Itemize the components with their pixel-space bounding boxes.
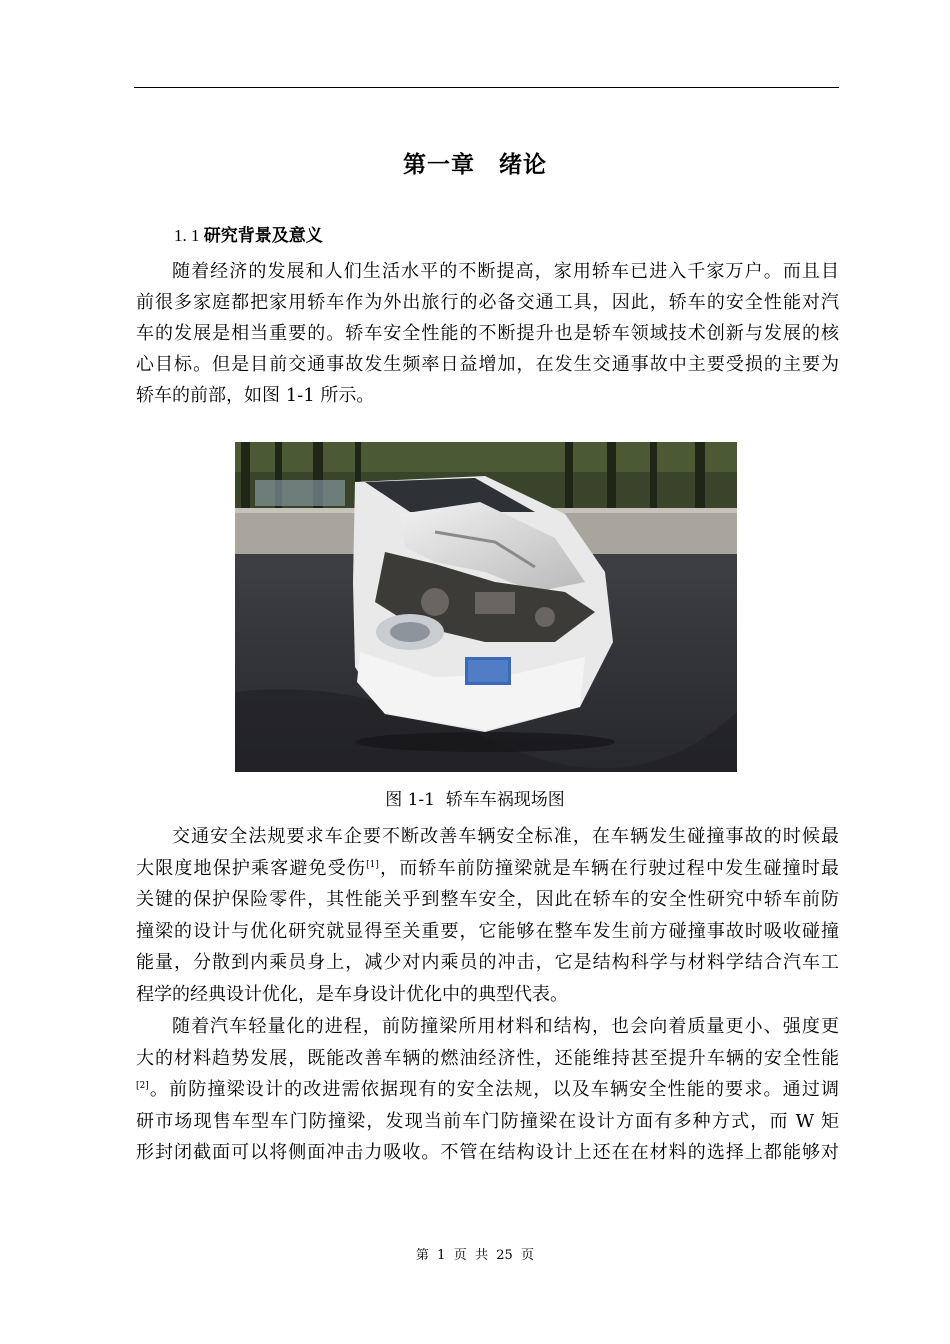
section-title: 研究背景及意义 [203,226,323,246]
text-line: 随着汽车轻量化的进程，前防撞梁所用材料和结构，也会向着质量更小、强度更 [172,1016,839,1037]
text-line: 车的发展是相当重要的。轿车安全性能的不断提升也是轿车领域技术创新与发展的核 [136,323,839,344]
text-line: 大的材料趋势发展，既能改善车辆的燃油经济性，还能维持甚至提升车辆的安全性能 [136,1047,839,1069]
text-segment: 。前防撞梁设计的改进需依据现有的安全法规，以及车辆安全性能的要求。通过调 [148,1079,839,1100]
section-heading [174,225,323,247]
figure-caption: 图 1-1 轿车车祸现场图 [385,790,565,810]
text-line: 交通安全法规要求车企要不断改善车辆安全标准，在车辆发生碰撞事故的时候最 [172,826,839,847]
text-line: 形封闭截面可以将侧面冲击力吸收。不管在结构设计上还在在材料的选择上都能够对 [136,1142,839,1163]
text-line: 程学的经典设计优化，是车身设计优化中的典型代表。 [136,983,568,1005]
chapter-title: 第一章 绪论 [403,152,547,178]
text-line: 研市场现售车型车门防撞梁，发现当前车门防撞梁在设计方面有多种方式，而 W 矩 [136,1110,839,1132]
text-line: 轿车的前部，如图 1-1 所示。 [136,385,375,406]
section-number: 1. 1 [174,226,204,245]
paragraph-2 [136,821,839,1010]
text-line: 心目标。但是目前交通事故发生频率日益增加，在发生交通事故中主要受损的主要为 [136,354,839,375]
text-segment: ，而轿车前防撞梁就是车辆在行驶过程中发生碰撞时最 [378,857,839,879]
paragraph-3 [136,1011,839,1169]
paragraph-1 [136,256,839,411]
header-rule [134,87,839,88]
text-line: 撞梁的设计与优化研究就显得至关重要，它能够在整车发生前方碰撞事故时吸收碰撞 [136,920,839,942]
text-line: 关键的保护保险零件，其性能关乎到整车安全，因此在轿车的安全性研究中轿车前防 [136,889,839,910]
car-crash-photo [235,442,737,772]
text-line: 随着经济的发展和人们生活水平的不断提高，家用轿车已进入千家万户。而且目 [172,261,839,282]
text-segment: 大限度地保护乘客避免受伤 [136,857,367,879]
text-line: 前很多家庭都把家用轿车作为外出旅行的必备交通工具，因此，轿车的安全性能对汽 [136,292,839,313]
page-footer: 第 1 页 共 25 页 [415,1248,535,1263]
text-line [136,853,839,885]
text-line: 能量，分散到内乘员身上，减少对内乘员的冲击，它是结构科学与材料学结合汽车工 [136,952,839,973]
text-line [136,1074,839,1106]
citation-1: [1] [366,859,379,870]
citation-2: [2] [136,1081,149,1091]
